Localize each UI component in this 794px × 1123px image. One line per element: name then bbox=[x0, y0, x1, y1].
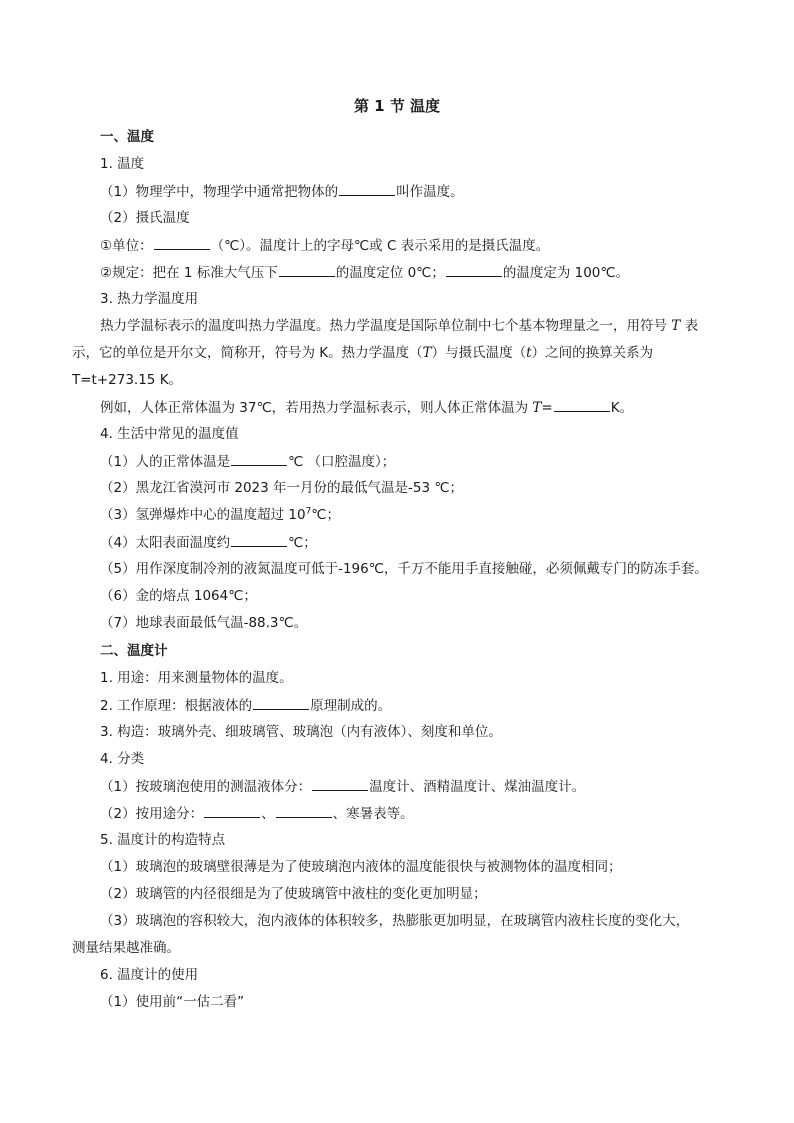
item-classification-liquid bbox=[100, 776, 585, 797]
text: 例如，人体正常体温为 37℃，若用热力学温标表示，则人体正常体温为 bbox=[100, 400, 533, 416]
item-classification-use bbox=[100, 803, 414, 824]
text: 示，它的单位是开尔文，简称开，符号为 K。热力学温度（ bbox=[72, 345, 423, 361]
text: ）与摄氏温度（ bbox=[431, 345, 527, 361]
text: （2）按用途分： bbox=[100, 806, 204, 822]
fill-blank bbox=[231, 451, 287, 466]
feature-large-bulb-cont: 测量结果越准确。 bbox=[72, 940, 180, 956]
fill-blank bbox=[339, 181, 395, 196]
fill-blank bbox=[253, 695, 309, 710]
value-sun-surface bbox=[100, 532, 317, 553]
text: （4）太阳表面温度约 bbox=[100, 535, 231, 551]
text: （3）氢弹爆炸中心的温度超过 10 bbox=[100, 507, 306, 523]
superscript: 7 bbox=[305, 506, 312, 517]
fill-blank bbox=[279, 262, 335, 277]
line-definition bbox=[100, 181, 464, 202]
symbol-t: t bbox=[526, 345, 532, 361]
text: 、寒暑表等。 bbox=[332, 806, 414, 822]
text: 、 bbox=[261, 806, 275, 822]
item-usage: 6. 温度计的使用 bbox=[100, 967, 199, 983]
item-features: 5. 温度计的构造特点 bbox=[100, 832, 226, 848]
symbol-T: T= bbox=[532, 400, 553, 416]
value-liquid-nitrogen: （5）用作深度制冷剂的液氮温度可低于-196℃，千万不能用手直接触碰，必须佩戴专门的防冻手套。 bbox=[100, 561, 708, 577]
text: 温度计、酒精温度计、煤油温度计。 bbox=[369, 779, 586, 795]
text: 的温度定为 100℃。 bbox=[502, 265, 630, 281]
text: ℃； bbox=[288, 535, 317, 551]
section-heading-temperature: 一、温度 bbox=[100, 129, 154, 145]
text: （1）人的正常体温是 bbox=[100, 454, 231, 470]
text: ℃ （口腔温度）； bbox=[288, 454, 396, 470]
value-earth-lowest: （7）地球表面最低气温-88.3℃。 bbox=[100, 615, 308, 631]
item-structure: 3. 构造：玻璃外壳、细玻璃管、玻璃泡（内有液体）、刻度和单位。 bbox=[100, 724, 502, 740]
fill-blank bbox=[204, 803, 260, 818]
text: 表 bbox=[684, 318, 699, 334]
text: 叫作温度。 bbox=[396, 184, 464, 200]
feature-fine-bore: （2）玻璃管的内径很细是为了使玻璃管中液柱的变化更加明显； bbox=[100, 886, 487, 902]
text: （1）按玻璃泡使用的测温液体分： bbox=[100, 779, 312, 795]
fill-blank bbox=[276, 803, 332, 818]
paragraph-formula: T=t+273.15 K。 bbox=[72, 372, 183, 388]
value-gold-melting: （6）金的熔点 1064℃； bbox=[100, 588, 257, 604]
text: 2. 工作原理：根据液体的 bbox=[100, 698, 253, 714]
item-principle bbox=[100, 695, 391, 716]
feature-thin-wall: （1）玻璃泡的玻璃壁很薄是为了使玻璃泡内液体的温度能很快与被测物体的温度相同； bbox=[100, 859, 622, 875]
text: ①单位： bbox=[100, 238, 153, 254]
paragraph-line-2 bbox=[72, 343, 653, 363]
fill-blank bbox=[154, 235, 210, 250]
line-unit bbox=[100, 235, 549, 256]
usage-before: （1）使用前“一估二看” bbox=[100, 994, 245, 1010]
text: （1）物理学中，物理学中通常把物体的 bbox=[100, 184, 339, 200]
line-example bbox=[100, 397, 633, 418]
value-body-temp bbox=[100, 451, 395, 472]
subheading-common-values: 4. 生活中常见的温度值 bbox=[100, 426, 239, 442]
text: （℃）。温度计上的字母℃或 C 表示采用的是摄氏温度。 bbox=[210, 238, 550, 254]
paragraph-line-1 bbox=[100, 316, 698, 336]
text: ℃； bbox=[311, 507, 340, 523]
fill-blank bbox=[312, 776, 368, 791]
text: 原理制成的。 bbox=[310, 698, 392, 714]
line-rule bbox=[100, 262, 629, 283]
section-heading-thermometer: 二、温度计 bbox=[100, 643, 168, 659]
text: ）之间的换算关系为 bbox=[531, 345, 654, 361]
subheading-temperature: 1. 温度 bbox=[100, 156, 145, 172]
item-classification: 4. 分类 bbox=[100, 751, 145, 767]
subheading-thermodynamic: 3. 热力学温度用 bbox=[100, 291, 199, 307]
value-h-bomb bbox=[100, 505, 340, 525]
page-title: 第 1 节 温度 bbox=[353, 97, 441, 115]
value-mohe: （2）黑龙江省漠河市 2023 年一月份的最低气温是-53 ℃； bbox=[100, 480, 464, 496]
text: ②规定：把在 1 标准大气压下 bbox=[100, 265, 278, 281]
text: K。 bbox=[610, 400, 634, 416]
fill-blank bbox=[446, 262, 502, 277]
symbol-T: T bbox=[422, 345, 432, 361]
fill-blank bbox=[231, 532, 287, 547]
text: 的温度定位 0℃； bbox=[335, 265, 445, 281]
symbol-T: T bbox=[671, 318, 681, 334]
text: 热力学温标表示的温度叫热力学温度。热力学温度是国际单位制中七个基本物理量之一，用符号 bbox=[100, 318, 667, 334]
feature-large-bulb: （3）玻璃泡的容积较大，泡内液体的体积较多，热膨胀更加明显，在玻璃管内液柱长度的变化大， bbox=[100, 913, 690, 929]
fill-blank bbox=[554, 397, 610, 412]
line-celsius: （2）摄氏温度 bbox=[100, 210, 190, 226]
item-use: 1. 用途：用来测量物体的温度。 bbox=[100, 670, 293, 686]
